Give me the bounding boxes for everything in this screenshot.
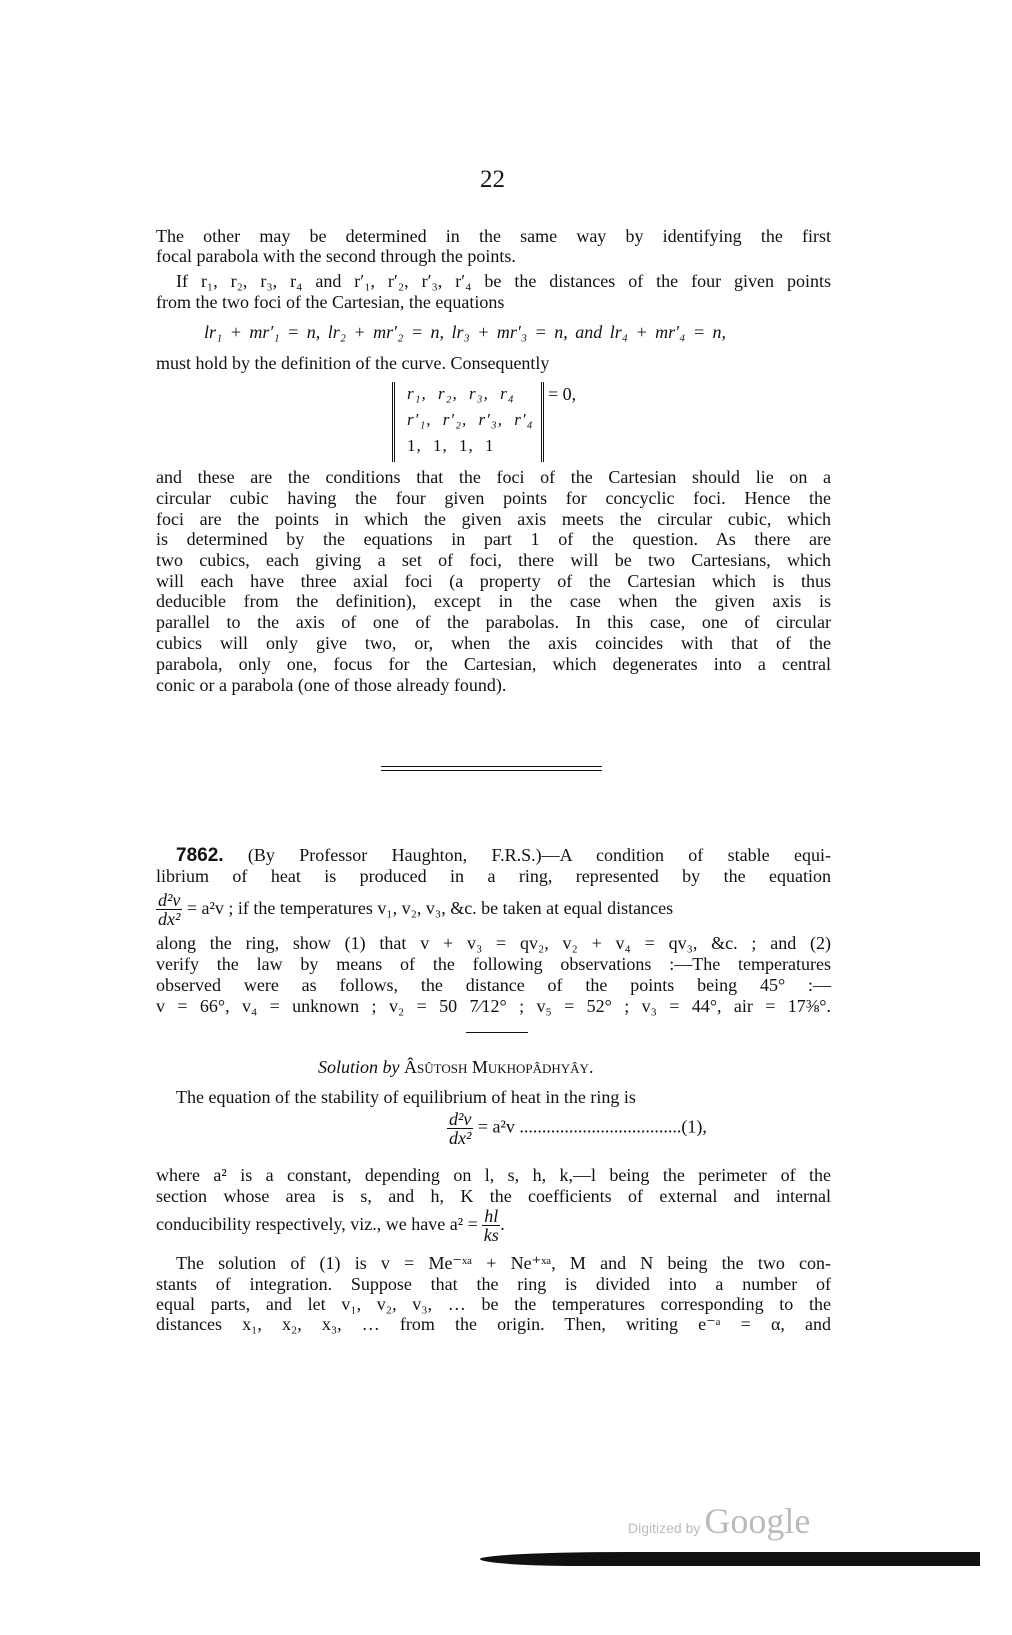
text-line: and these are the conditions that the foci of the Cartesian should lie on a [156, 467, 831, 487]
text-line: conducibility respectively, viz., we have a² = $\frac{hl}{ks}$ . [156, 1206, 505, 1246]
text-line: observed were as follows, the distance of the points being 45° :— [156, 975, 831, 995]
equation-text: = a²v ....................................(1), [477, 1116, 707, 1137]
determinant-row: 1, 1, 1, 1 [407, 436, 495, 455]
determinant-equals: = 0, [548, 384, 577, 404]
text-line: circular cubic having the four given points for concyclic foci. Hence the [156, 488, 831, 508]
text-line: two cubics, each giving a set of foci, there will be two Cartesians, which [156, 550, 831, 570]
text-line: verify the law by means of the following observations :—The temperatures [156, 954, 831, 974]
determinant-row: r₁, r₂, r₃, r₄ [407, 384, 515, 403]
text-line: will each have three axial foci (a property of the Cartesian which is thus [156, 571, 831, 591]
text-line: stants of integration. Suppose that the ring is divided into a number of [156, 1274, 831, 1294]
question-equation-line [156, 890, 831, 928]
text-line: If r₁, r₂, r₃, r₄ and r′₁, r′₂, r′₃, r′₄ be the distances of the four given points [176, 271, 831, 291]
solution-author: Âsûtosh Mukhopâdhyây. [404, 1057, 594, 1077]
question-text: = a²v ; if the temperatures v₁, v₂, v₃, &c. be taken at equal distances [186, 898, 674, 918]
watermark-prefix: Digitized by [628, 1520, 701, 1536]
determinant-row: r′₁, r′₂, r′₃, r′₄ [407, 410, 534, 429]
solution-heading [318, 1057, 718, 1077]
text-line: must hold by the definition of the curve. Consequently [156, 353, 550, 373]
text-line: along the ring, show (1) that v + v₃ = qv₂, v₂ + v₄ = qv₃, &c. ; and (2) [156, 933, 831, 953]
page-number: 22 [480, 166, 505, 193]
text-line: parabola, only one, focus for the Cartesian, which degenerates into a central [156, 654, 831, 674]
numerator: hl [484, 1206, 499, 1227]
short-divider [466, 1032, 528, 1033]
text-line: focal parabola with the second through the points. [156, 246, 516, 266]
text-line: conic or a parabola (one of those already found). [156, 675, 507, 695]
text-line: distances x₁, x₂, x₃, … from the origin. Then, writing e⁻ᵃ = α, and [156, 1314, 831, 1334]
text-line: cubics will only give two, or, when the axis coincides with that of the [156, 633, 831, 653]
fraction [482, 1207, 500, 1244]
denominator: ks [483, 1225, 499, 1246]
numerator: d²v [158, 890, 181, 911]
equations-line: lr₁ + mr′₁ = n, lr₂ + mr′₂ = n, lr₃ + mr′₃ = n, and lr₄ + mr′₄ = n, [204, 322, 727, 342]
text-line: librium of heat is produced in a ring, represented by the equation [156, 866, 831, 886]
question-text: (By Professor Haughton, F.R.S.)—A condition of stable equi- [247, 845, 832, 865]
text-line: The other may be determined in the same way by identifying the first [156, 226, 831, 246]
question-line [176, 845, 831, 866]
determinant [392, 382, 544, 462]
solution-prefix: Solution by [318, 1057, 400, 1077]
numerator: d²v [449, 1109, 472, 1129]
text: conducibility respectively, viz., we have a² = [156, 1214, 478, 1234]
text-line: equal parts, and let v₁, v₂, v₃, … be the temperatures corresponding to the [156, 1294, 831, 1314]
equation-1 [447, 1110, 707, 1147]
text-line: from the two foci of the Cartesian, the equations [156, 292, 505, 312]
text-line: foci are the points in which the given axis meets the circular cubic, which [156, 509, 831, 529]
text-line: is determined by the equations in part 1 of the question. As there are [156, 529, 831, 549]
fraction [156, 891, 182, 928]
text-line: The equation of the stability of equilibrium of heat in the ring is [176, 1087, 636, 1107]
section-divider [381, 766, 602, 771]
scan-edge-shadow [480, 1552, 980, 1566]
google-watermark [628, 1500, 810, 1542]
denominator: dx² [449, 1128, 472, 1148]
text-line: v = 66°, v₄ = unknown ; v₂ = 50 7⁄12° ; v₅ = 52° ; v₃ = 44°, air = 17⅜°. [156, 996, 831, 1016]
denominator: dx² [158, 909, 181, 930]
google-logo: Google [704, 1501, 811, 1541]
text-line: section whose area is s, and h, K the coefficients of external and internal [156, 1186, 831, 1206]
text-line: where a² is a constant, depending on l, s, h, k,—l being the perimeter of the [156, 1165, 831, 1185]
question-number: 7862. [176, 845, 224, 866]
text-line: parallel to the axis of one of the parabolas. In this case, one of circular [156, 612, 831, 632]
text-line: deducible from the definition), except in the case when the given axis is [156, 591, 831, 611]
text-line: The solution of (1) is v = Me⁻ˣᵃ + Ne⁺ˣᵃ, M and N being the two con- [176, 1253, 831, 1273]
fraction [447, 1110, 473, 1147]
